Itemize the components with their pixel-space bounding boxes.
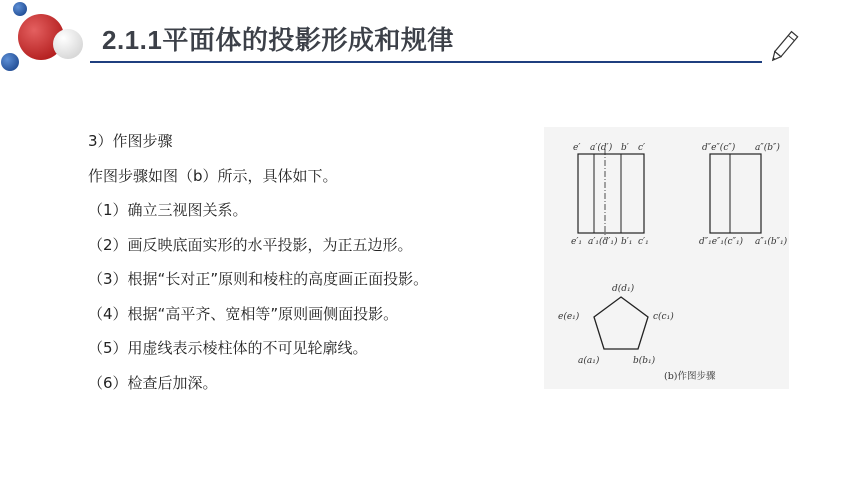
- plan-pentagon: [594, 297, 648, 349]
- decor-circles-icon: [0, 0, 110, 90]
- step-item: （1）确立三视图关系。: [88, 201, 248, 219]
- side-top-label: d″e″(c″): [702, 143, 736, 153]
- front-top-label: c′: [638, 143, 646, 153]
- front-bottom-label: c′₁: [638, 237, 649, 247]
- plan-vertex-label: c(c₁): [653, 312, 674, 322]
- projection-figure: [544, 127, 789, 389]
- page-title: 2.1.1平面体的投影形成和规律: [102, 25, 454, 55]
- front-top-label: e′: [573, 143, 581, 153]
- step-item: （3）根据“长对正”原则和棱柱的高度画正面投影。: [88, 270, 429, 288]
- side-top-label: a″(b″): [755, 143, 780, 153]
- section-heading: 3）作图步骤: [88, 132, 173, 150]
- intro-text: 作图步骤如图（b）所示，具体如下。: [88, 166, 338, 185]
- step-text-block: [88, 124, 538, 400]
- step-item: （5）用虚线表示棱柱体的不可见轮廓线。: [88, 339, 368, 357]
- plan-vertex-label: e(e₁): [558, 312, 580, 322]
- pencil-icon: [766, 30, 800, 66]
- plan-vertex-label: a(a₁): [578, 356, 600, 366]
- front-top-label: a′(d′): [590, 143, 613, 153]
- step-item: （6）检查后加深。: [88, 373, 218, 392]
- front-view: [578, 149, 644, 239]
- plan-vertex-label: d(d₁): [612, 284, 635, 294]
- front-top-label: b′: [621, 143, 629, 153]
- step-item: （2）画反映底面实形的水平投影，为正五边形。: [88, 235, 413, 254]
- front-bottom-label: e′₁: [571, 237, 582, 247]
- projection-drawing: [544, 127, 789, 389]
- side-bottom-label: d″₁e″₁(c″₁): [699, 237, 744, 247]
- plan-vertex-label: b(b₁): [633, 356, 656, 366]
- figure-caption: (b)作图步骤: [664, 371, 716, 382]
- front-bottom-label: b′₁: [621, 237, 633, 247]
- side-view: [710, 154, 761, 233]
- title-underline: [90, 61, 762, 63]
- step-item: （4）根据“高平齐、宽相等”原则画侧面投影。: [88, 304, 399, 323]
- side-bottom-label: a″₁(b″₁): [755, 237, 788, 247]
- front-bottom-label: a′₁(d′₁): [588, 237, 618, 247]
